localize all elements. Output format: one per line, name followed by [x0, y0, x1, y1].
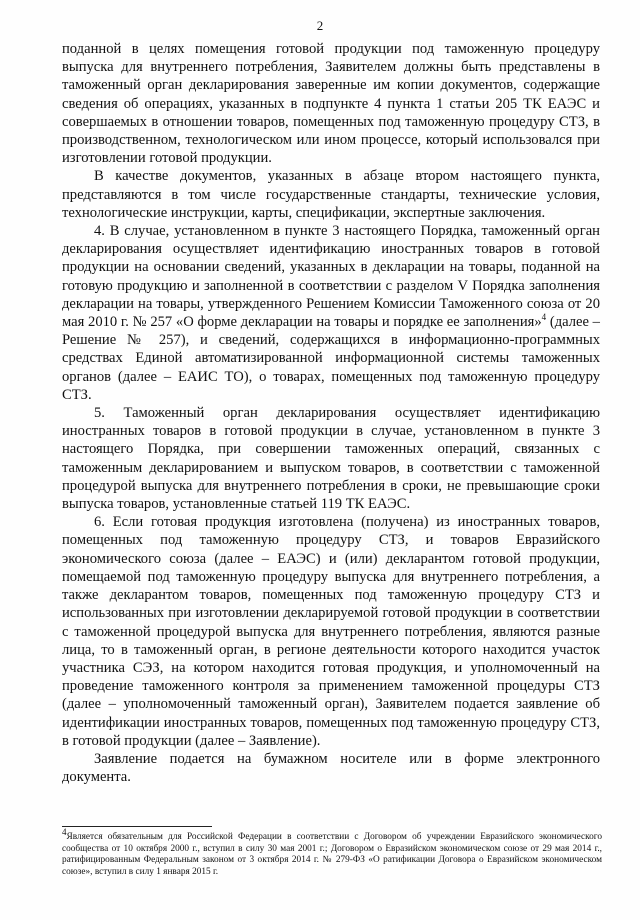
- paragraph-item-5: 5. Таможенный орган декларирования осуществляет идентификацию иностранных товаров в готовой продукции в случае, установленном в пункте 3 настоящего Порядка, при совершении таможенных операций, связанных с таможенным декларированием и выпуском товаров, в соответствии с таможенной процедурой выпуска для внутреннего потребления в сроки, не превышающие сроки выпуска товаров, установленные статьей 119 ТК ЕАЭС.: [62, 405, 600, 513]
- paragraph-item-4: [62, 222, 600, 404]
- footnote-text: Является обязательным для Российской Федерации в соответствии с Договором об учреждении Евразийского экономического сообщества от 10 октября 2000 г., вступил в силу 30 мая 2001 г.; Договором о Евразийском экономическом союзе от 29 мая 2014 г., ратифицированным Федеральным законом от 3 октября 2014 г. № 279-ФЗ «О ратификации Договора о Евразийском экономическом союзе», вступил в силу 1 января 2015 г.: [62, 832, 602, 877]
- footnote-reference: 4: [541, 312, 547, 323]
- document-body: [62, 40, 600, 786]
- paragraph-item-4-text-b: (далее – Решение № 257), и сведений, содержащихся в информационно-программных средствах Единой автоматизированной информационной системы таможенных органов (далее – ЕАИС ТО), о товарах, помещенных под таможенную процедуру СТЗ.: [62, 314, 600, 403]
- paragraph-documents: В качестве документов, указанных в абзаце втором настоящего пункта, представляются в том числе государственные стандарты, технические условия, технологические инструкции, карты, спецификации, экспертные заключения.: [62, 168, 600, 221]
- paragraph-item-6: 6. Если готовая продукция изготовлена (получена) из иностранных товаров, помещенных под таможенную процедуру СТЗ, и товаров Евразийского экономического союза (далее – ЕАЭС) и (или) декларантом готовой продукции, помещаемой под таможенную процедуру выпуска для внутреннего потребления, а также декларантом товаров, помещенных под таможенную процедуру СТЗ и использованных при изготовлении декларируемой готовой продукции в соответствии с таможенной процедурой выпуска для внутреннего потребления, являются разные лица, то в таможенный орган, в регионе деятельности которого находится участок участника СЭЗ, на котором находится готовая продукция, и уполномоченный на проведение таможенного контроля за применением таможенной процедуры СТЗ (далее – уполномоченный таможенный орган), Заявителем подается заявление об идентификации иностранных товаров, помещенных под таможенную процедуру СТЗ, в готовой продукции (далее – Заявление).: [62, 514, 600, 749]
- paragraph-continuation: поданной в целях помещения готовой продукции под таможенную процедуру выпуска для внутреннего потребления, Заявителем должны быть представлены в таможенный орган декларирования заверенные им копии документов, содержащие сведения об операциях, указанных в подпункте 4 пункта 1 статьи 205 ТК ЕАЭС и совершаемых в отношении товаров, помещенных под таможенную процедуру СТЗ, в производственном, технологическом или ином процессе, который использовался при изготовлении готовой продукции.: [62, 41, 600, 167]
- footnote-divider: [62, 826, 212, 827]
- paragraph-application: Заявление подается на бумажном носителе или в форме электронного документа.: [62, 750, 600, 786]
- paragraph-item-4-text-a: 4. В случае, установленном в пункте 3 настоящего Порядка, таможенный орган декларирования осуществляет идентификацию иностранных товаров в готовой продукции на основании сведений, указанных в декларации на товары, поданной на готовую продукцию и заполненной в соответствии с разделом V Порядка заполнения декларации на товары, утвержденного Решением Комиссии Таможенного союза от 20 мая 2010 г. № 257 «О форме декларации на товары и порядке ее заполнения»: [62, 223, 600, 331]
- footnote: [62, 827, 602, 878]
- page-number: 2: [316, 18, 324, 33]
- footnote-marker: 4: [62, 827, 67, 837]
